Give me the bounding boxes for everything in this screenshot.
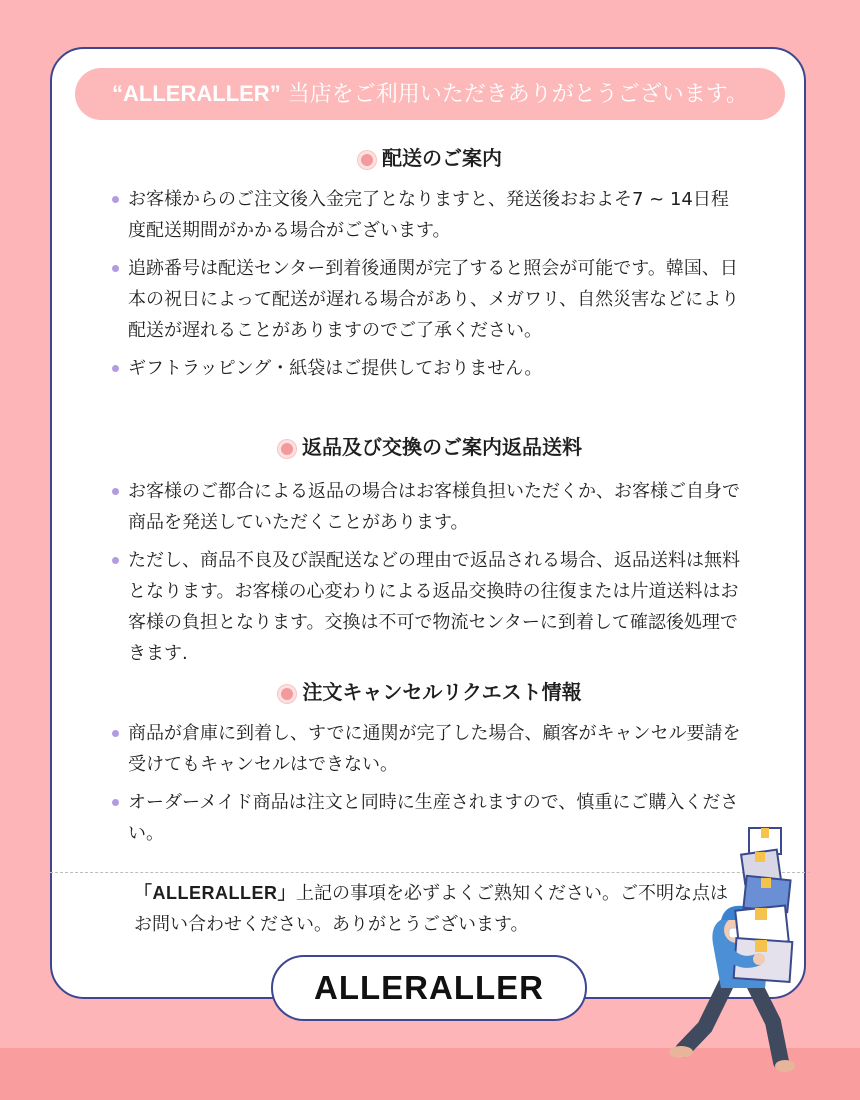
list-item: 商品が倉庫に到着し、すでに通関が完了した場合、顧客がキャンセル要請を受けてもキャンセルはできない。 bbox=[112, 718, 742, 780]
delivery-person-icon bbox=[665, 822, 815, 1082]
closing-brand: 「ALLERALLER」 bbox=[134, 883, 296, 903]
footer-brand: ALLERALLER bbox=[314, 969, 544, 1006]
returns-list bbox=[112, 476, 742, 676]
cancel-list bbox=[112, 718, 742, 856]
section-title-cancel bbox=[50, 677, 810, 707]
list-item: 追跡番号は配送センター到着後通関が完了すると照会が可能です。韓国、日本の祝日によって配送が遅れる場合があり、メガワリ、自然災害などにより配送が遅れることがありますのでご了承ください。 bbox=[112, 253, 742, 346]
section-dot-icon bbox=[358, 151, 376, 169]
section-title-text: 配送のご案内 bbox=[382, 146, 502, 170]
section-dot-icon bbox=[278, 440, 296, 458]
list-item: ただし、商品不良及び誤配送などの理由で返品される場合、返品送料は無料となります。お客様の心変わりによる返品交換時の往復または片道送料はお客様の負担となります。交換は不可で物流センターに到着して確認後処理できます. bbox=[112, 545, 742, 669]
shipping-list bbox=[112, 184, 742, 391]
section-title-text: 返品及び交換のご案内返品送料 bbox=[302, 435, 582, 459]
footer-brand-pill bbox=[271, 955, 587, 1021]
list-item: ギフトラッピング・紙袋はご提供しておりません。 bbox=[112, 353, 742, 384]
banner-text: 当店をご利用いただきありがとうございます。 bbox=[280, 82, 748, 107]
list-item: お客様のご都合による返品の場合はお客様負担いただくか、お客様ご自身で商品を発送していただくことがあります。 bbox=[112, 476, 742, 538]
section-title-shipping bbox=[50, 143, 810, 173]
banner-brand: “ALLERALLER” bbox=[112, 81, 281, 106]
section-title-text: 注文キャンセルリクエスト情報 bbox=[302, 680, 582, 704]
list-item: オーダーメイド商品は注文と同時に生産されますので、慎重にご購入ください。 bbox=[112, 787, 742, 849]
section-title-returns bbox=[50, 432, 810, 462]
closing-text: 上記の事項を必ずよくご熟知ください。ご不明な点はお問い合わせください。ありがとうございます。 bbox=[134, 883, 728, 935]
section-dot-icon bbox=[278, 685, 296, 703]
closing-note bbox=[134, 878, 744, 940]
welcome-banner bbox=[75, 68, 785, 120]
list-item: お客様からのご注文後入金完了となりますと、発送後おおよそ7 ~ 14日程度配送期間がかかる場合がございます。 bbox=[112, 184, 742, 246]
